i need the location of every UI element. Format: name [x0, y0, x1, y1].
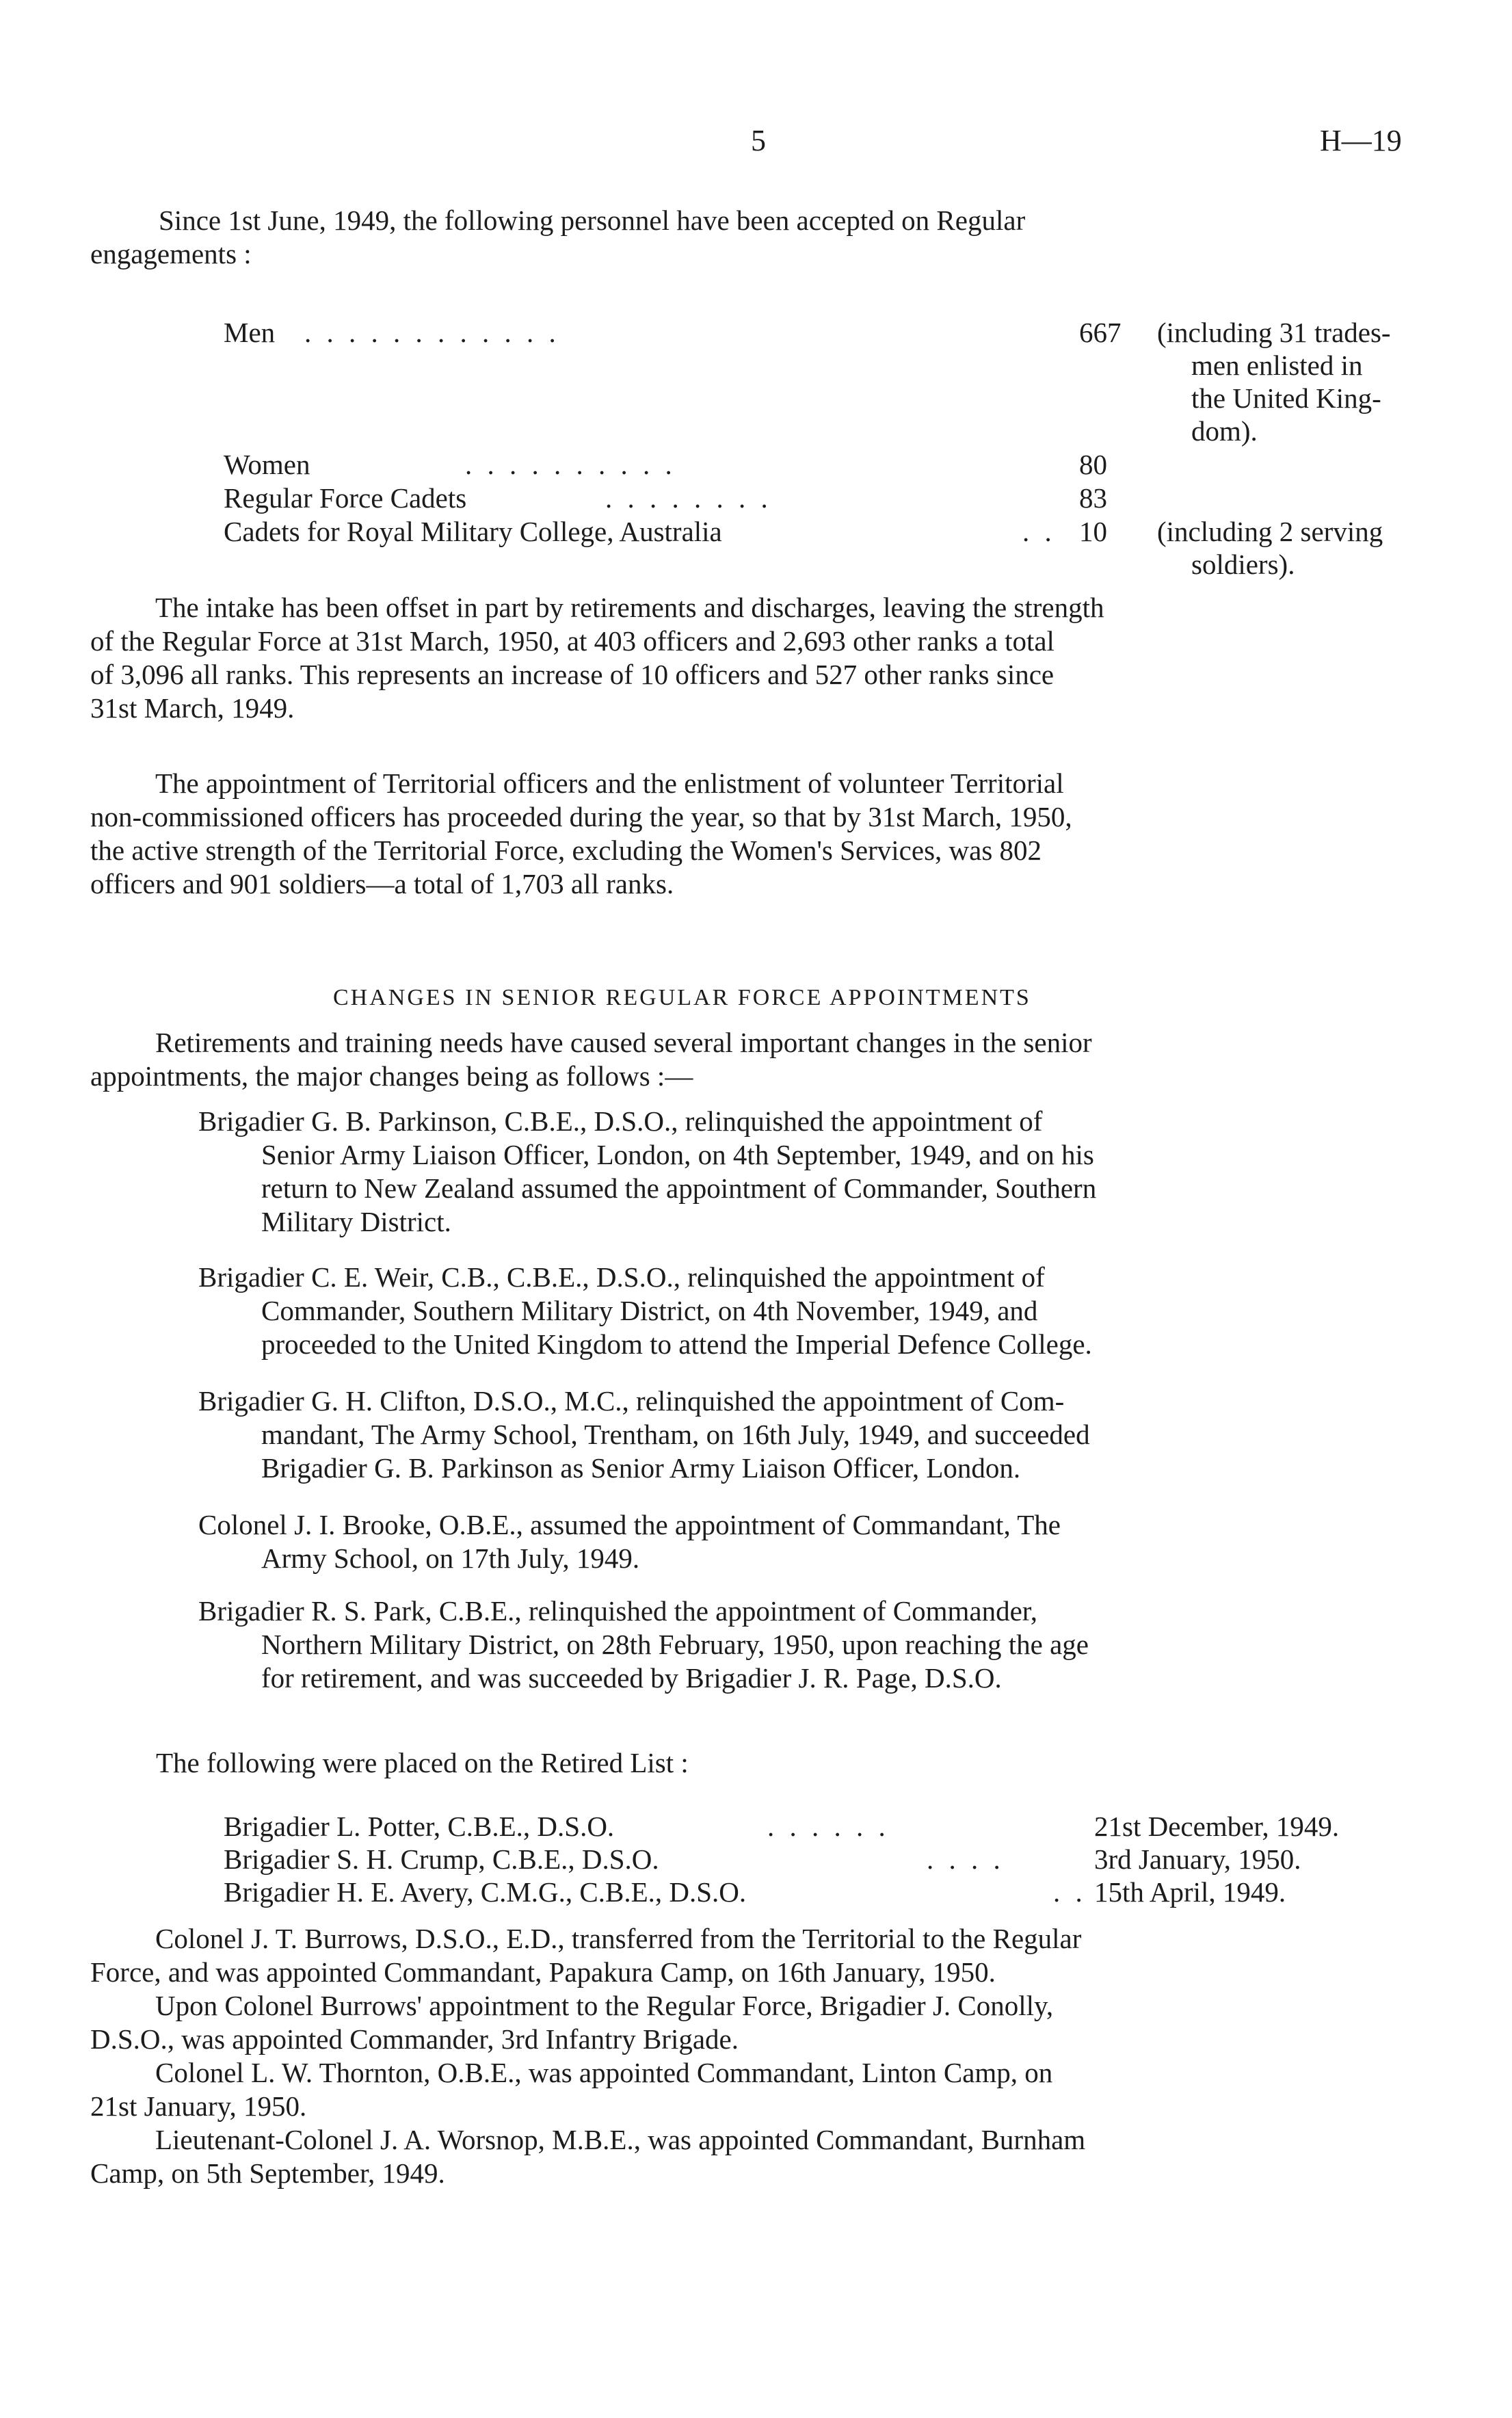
text-line: Lieutenant-Colonel J. A. Worsnop, M.B.E., was appointed Commandant, Burnham [155, 2124, 1086, 2155]
personnel-count: 10 [1079, 516, 1107, 547]
text-line: The appointment of Territorial officers and the enlistment of volunteer Territorial [155, 767, 1064, 799]
text-line: the active strength of the Territorial Force, excluding the Women's Services, was 802 [90, 835, 1042, 866]
appointment-entry [198, 1261, 1092, 1361]
personnel-category: Women [224, 449, 310, 480]
appointment-entry [198, 1508, 1061, 1575]
text-line: Upon Colonel Burrows' appointment to the Regular Force, Brigadier J. Conolly, [155, 1990, 1054, 2021]
appointment-entry [198, 1384, 1090, 1485]
text-line: Military District. [261, 1206, 451, 1237]
personnel-note: men enlisted in [1191, 350, 1363, 381]
section-intro-paragraph [90, 1026, 1427, 1093]
text-line: Colonel L. W. Thornton, O.B.E., was appointed Commandant, Linton Camp, on [155, 2057, 1053, 2088]
intro-paragraph [90, 204, 1427, 271]
text-line: Commander, Southern Military District, on 4th November, 1949, and [261, 1295, 1038, 1326]
retired-list-intro: The following were placed on the Retired List : [156, 1747, 689, 1778]
closing-paragraph [90, 1989, 1427, 2056]
text-line: D.S.O., was appointed Commander, 3rd Infantry Brigade. [90, 2023, 739, 2055]
personnel-category: Regular Force Cadets [224, 482, 467, 514]
text-line: Since 1st June, 1949, the following personnel have been accepted on Regular [159, 205, 1026, 236]
personnel-note: the United King- [1191, 382, 1381, 414]
personnel-note: (including 31 trades- [1157, 317, 1391, 348]
leader-dots: . . . . . . [767, 1811, 890, 1842]
text-line: Senior Army Liaison Officer, London, on 4th September, 1949, and on his [261, 1139, 1094, 1170]
text-line: Colonel J. T. Burrows, D.S.O., E.D., transferred from the Territorial to the Regular [155, 1923, 1082, 1954]
appointment-entry [198, 1594, 1089, 1695]
closing-paragraph [90, 2056, 1427, 2123]
retired-date: 21st December, 1949. [1094, 1811, 1340, 1842]
text-line: Colonel J. I. Brooke, O.B.E., assumed the appointment of Commandant, The [198, 1509, 1061, 1540]
personnel-count: 80 [1079, 449, 1107, 480]
text-line: 21st January, 1950. [90, 2090, 307, 2122]
leader-dots: . . . . . . . . . . . . [304, 317, 560, 348]
leader-dots: . . . . [927, 1843, 1005, 1875]
document-reference: H—19 [1320, 124, 1402, 157]
text-line: Brigadier G. B. Parkinson, C.B.E., D.S.O., relinquished the appointment of [198, 1105, 1043, 1137]
personnel-note: dom). [1191, 415, 1258, 447]
text-line: Brigadier G. B. Parkinson as Senior Army Liaison Officer, London. [261, 1452, 1021, 1484]
text-line: Retirements and training needs have caused several important changes in the senior [155, 1027, 1092, 1058]
retired-date: 3rd January, 1950. [1094, 1843, 1301, 1875]
text-line: of 3,096 all ranks. This represents an increase of 10 officers and 527 other ranks since [90, 659, 1055, 690]
text-line: Army School, on 17th July, 1949. [261, 1542, 640, 1574]
text-line: 31st March, 1949. [90, 692, 295, 724]
text-line: appointments, the major changes being as follows :— [90, 1060, 693, 1092]
territorial-paragraph [90, 767, 1427, 901]
text-line: mandant, The Army School, Trentham, on 16th July, 1949, and succeeded [261, 1419, 1090, 1450]
closing-paragraph [90, 1922, 1427, 1989]
leader-dots: . . . . . . . . . . [465, 449, 676, 480]
retired-date: 15th April, 1949. [1094, 1876, 1286, 1908]
personnel-note: soldiers). [1191, 549, 1295, 580]
intake-paragraph [90, 591, 1427, 725]
text-line: Brigadier C. E. Weir, C.B., C.B.E., D.S.O., relinquished the appointment of [198, 1261, 1045, 1293]
personnel-count: 83 [1079, 482, 1107, 514]
leader-dots: . . [1053, 1876, 1087, 1908]
text-line: Brigadier G. H. Clifton, D.S.O., M.C., relinquished the appointment of Com- [198, 1385, 1065, 1417]
appointment-entry [198, 1105, 1096, 1239]
personnel-category: Men [224, 317, 276, 348]
text-line: Northern Military District, on 28th February, 1950, upon reaching the age [261, 1629, 1089, 1660]
text-line: of the Regular Force at 31st March, 1950, at 403 officers and 2,693 other ranks a total [90, 625, 1055, 657]
retired-name: Brigadier L. Potter, C.B.E., D.S.O. [224, 1811, 615, 1842]
text-line: engagements : [90, 238, 252, 270]
leader-dots: . . [1022, 516, 1056, 547]
text-line: officers and 901 soldiers—a total of 1,703 all ranks. [90, 868, 674, 899]
text-line: The intake has been offset in part by retirements and discharges, leaving the strength [155, 592, 1104, 623]
closing-paragraph [90, 2123, 1427, 2190]
page-number: 5 [751, 124, 766, 157]
personnel-category: Cadets for Royal Military College, Australia [224, 516, 722, 547]
text-line: Camp, on 5th September, 1949. [90, 2157, 445, 2189]
personnel-count: 667 [1079, 317, 1122, 348]
personnel-note: (including 2 serving [1157, 516, 1383, 547]
leader-dots: . . . . . . . . [605, 482, 772, 514]
text-line: Force, and was appointed Commandant, Papakura Camp, on 16th January, 1950. [90, 1956, 996, 1988]
retired-name: Brigadier H. E. Avery, C.M.G., C.B.E., D.S.O. [224, 1876, 747, 1908]
text-line: Brigadier R. S. Park, C.B.E., relinquished the appointment of Commander, [198, 1595, 1038, 1627]
section-heading: CHANGES IN SENIOR REGULAR FORCE APPOINTMENTS [333, 985, 1031, 1010]
retired-name: Brigadier S. H. Crump, C.B.E., D.S.O. [224, 1843, 659, 1875]
text-line: proceeded to the United Kingdom to attend the Imperial Defence College. [261, 1328, 1092, 1360]
text-line: for retirement, and was succeeded by Brigadier J. R. Page, D.S.O. [261, 1662, 1002, 1694]
text-line: non-commissioned officers has proceeded during the year, so that by 31st March, 1950, [90, 801, 1072, 832]
text-line: return to New Zealand assumed the appointment of Commander, Southern [261, 1172, 1097, 1204]
